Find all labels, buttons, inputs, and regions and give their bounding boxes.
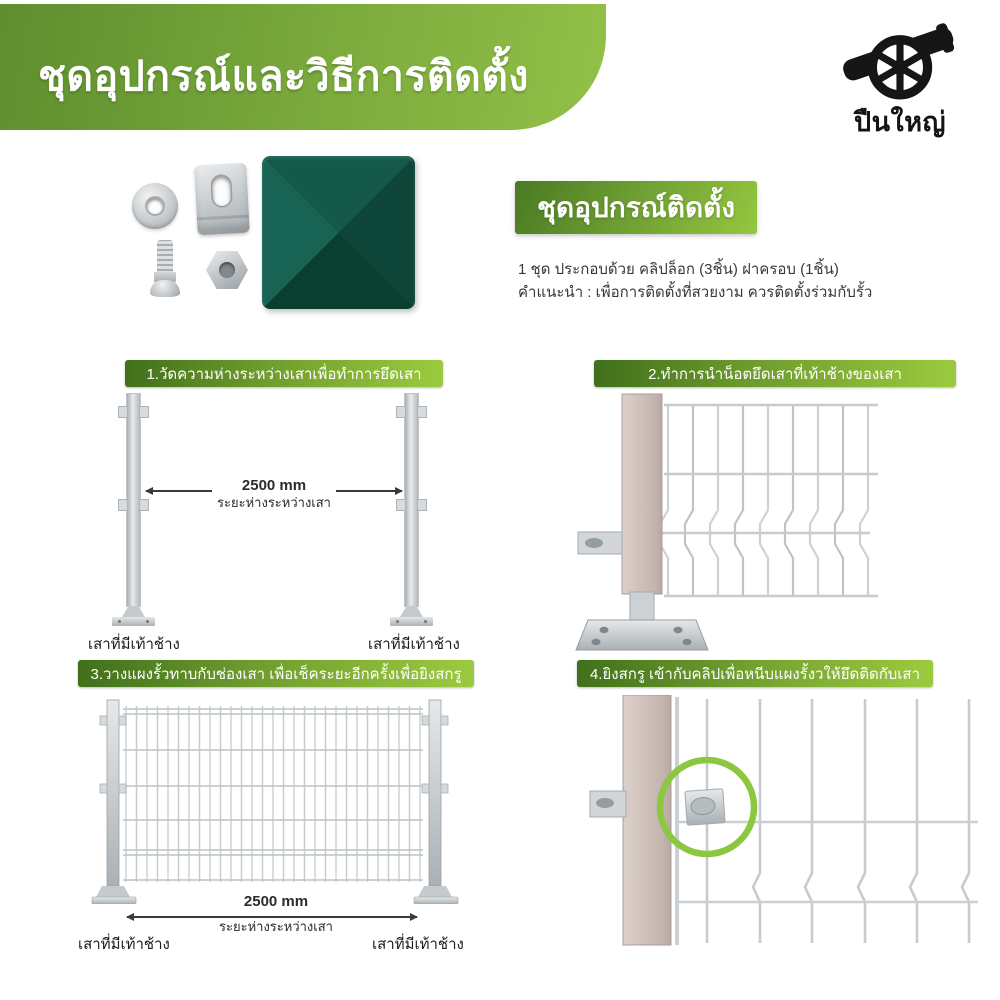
fence-post-left xyxy=(127,394,140,634)
post-label-right: เสาที่มีเท้าช้าง xyxy=(372,936,464,953)
bracket-slot xyxy=(585,538,603,548)
post-label-left: เสาที่มีเท้าช้าง xyxy=(88,636,180,653)
step2-title-bar: 2.ทำการนำน็อตยึดเสาที่เท้าช้างของเสา xyxy=(594,360,956,387)
step1-figure xyxy=(80,394,500,653)
lock-clip-plate-photo xyxy=(194,163,250,236)
kit-description xyxy=(518,259,872,304)
clip-fold-line xyxy=(197,215,249,221)
nut-hole xyxy=(219,262,235,278)
post-label-left: เสาที่มีเท้าช้าง xyxy=(78,936,170,953)
post-base-plate xyxy=(112,617,155,626)
post-foot xyxy=(400,606,423,617)
distance-value: 2500 mm xyxy=(241,477,307,494)
fence-panel-figure xyxy=(78,692,474,904)
washer-hole xyxy=(147,198,163,214)
bolt-thread xyxy=(157,240,173,274)
step3-figure xyxy=(78,692,474,987)
cannon-wheel-icon xyxy=(834,6,966,100)
distance-dimension xyxy=(146,478,402,510)
elephant-foot-base xyxy=(576,620,708,650)
fence-post xyxy=(622,394,662,594)
step4-figure xyxy=(560,695,980,950)
post-base-plate xyxy=(390,617,433,626)
brand-logo xyxy=(818,6,982,143)
lock-clip xyxy=(685,789,725,826)
fence-post-right xyxy=(405,394,418,634)
step1-title-bar: 1.วัดความห่างระหว่างเสาเพื่อทำการยึดเสา xyxy=(125,360,443,387)
post-neck xyxy=(630,592,654,620)
dimension-arrow-left xyxy=(146,490,212,492)
step3-title-bar: 3.วางแผงรั้วทาบกับช่องเสา เพื่อเช็คระยะอีกครั้งเพื่อยิงสกรู xyxy=(78,660,474,687)
kit-description-line1: 1 ชุด ประกอบด้วย คลิปล็อก (3ชิ้น) ฝาครอบ (1ชิ้น) xyxy=(518,261,839,278)
step4-title-bar: 4.ยิงสกรู เข้ากับคลิปเพื่อหนีบแผงรั้งวให้ยึดติดกับเสา xyxy=(577,660,933,687)
distance-value: 2500 mm xyxy=(243,893,309,910)
green-post-cap-photo xyxy=(262,156,415,309)
distance-caption: ระยะห่างระหว่างเสา xyxy=(219,919,333,934)
mesh-panel xyxy=(123,706,423,882)
dimension-arrow-right xyxy=(336,490,402,492)
step2-figure xyxy=(560,392,980,654)
distance-caption: ระยะห่างระหว่างเสา xyxy=(217,494,331,510)
kit-description-line2: คำแนะนำ : เพื่อการติดตั้งที่สวยงาม ควรติดตั้งร่วมกับรั้ว xyxy=(518,283,873,301)
fence-post-left xyxy=(92,700,136,904)
bracket-slot xyxy=(596,798,614,808)
post-foot xyxy=(122,606,145,617)
carriage-bolt-photo xyxy=(150,240,180,300)
kit-badge: ชุดอุปกรณ์ติดตั้ง xyxy=(515,181,757,234)
hex-nut-photo xyxy=(206,251,248,289)
page-title: ชุดอุปกรณ์และวิธีการติดตั้ง xyxy=(38,53,529,99)
dimension-arrow xyxy=(127,916,417,918)
washer-photo xyxy=(132,183,178,229)
bolt-head xyxy=(150,280,180,297)
brand-name: ปืนใหญ่ xyxy=(853,107,947,137)
mesh-panel xyxy=(656,404,878,597)
clip-slot xyxy=(212,176,232,207)
post-label-right: เสาที่มีเท้าช้าง xyxy=(368,636,460,653)
